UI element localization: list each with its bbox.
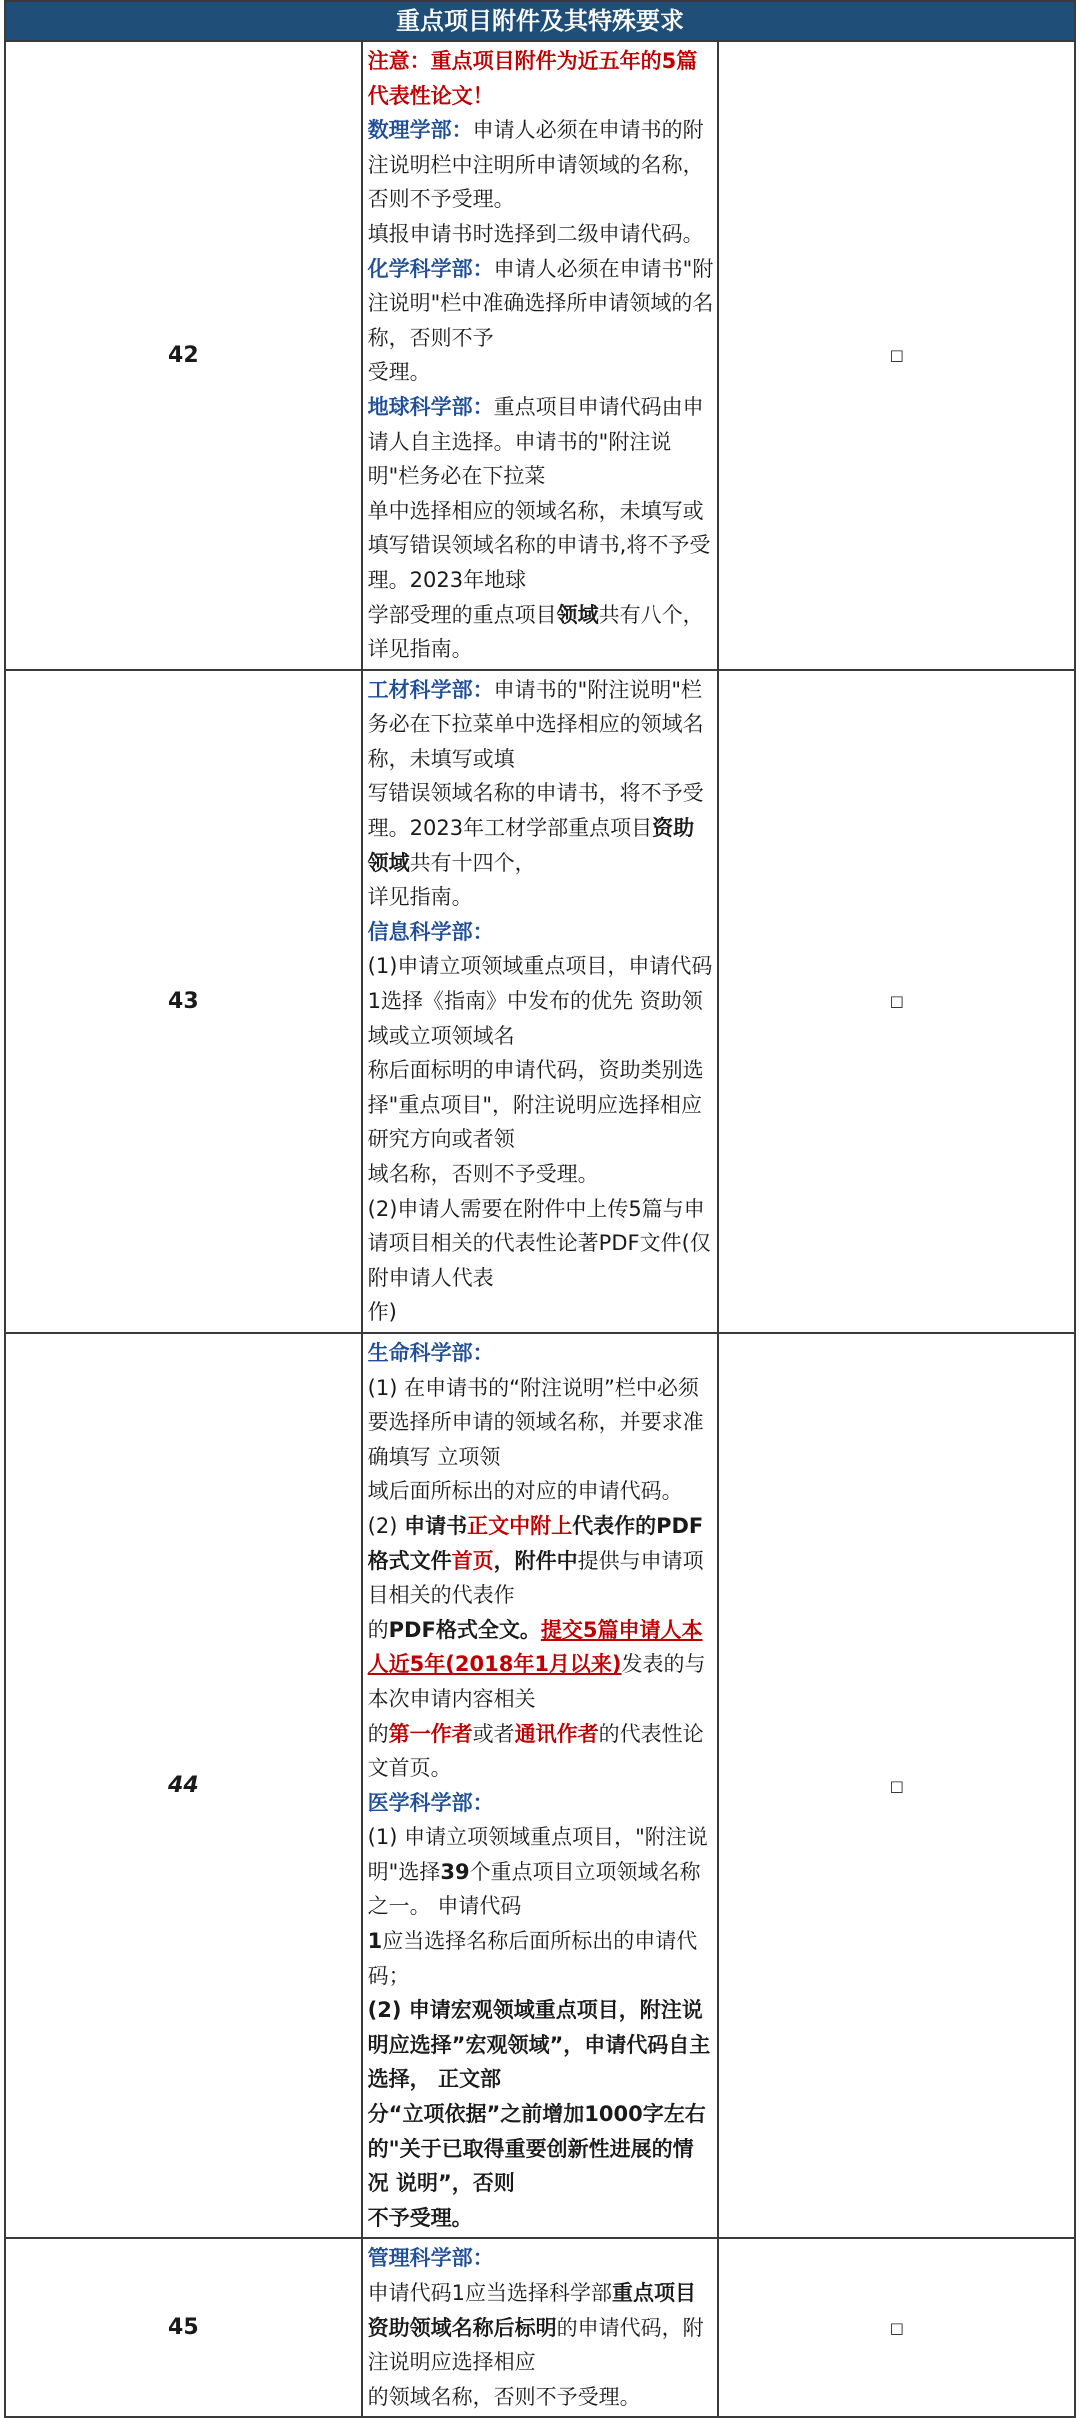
- paragraph: [368, 776, 714, 880]
- paragraph-text: (1) 在申请书的“附注说明”栏中必须要选择所申请的领域名称，并要求准确填写 立项领: [367, 1375, 704, 1469]
- paragraph-text: 重点项目申请代码由申请人自主选择。申请书的"附注说明"栏务必在下拉菜: [367, 394, 704, 489]
- paragraph: [368, 1509, 714, 1613]
- emphasis-text: 分“立项依据”之前增加1000字左右的"关于已取得重要创新性进展的情况 说明”，否则: [367, 2102, 706, 2196]
- dept-label: 数理学部：: [367, 118, 473, 143]
- emphasis-text: PDF格式全文。: [388, 1617, 541, 1642]
- dept-label: 生命科学部：: [367, 1340, 494, 1365]
- paragraph-text: 发表的与本次申请内容相关: [367, 1652, 706, 1711]
- highlight-text: 通讯作者: [514, 1721, 599, 1746]
- emphasis-text: (2) 申请宏观领域重点项目，附注说明应选择”宏观领域”，申请代码自主选择， 正文部: [367, 1998, 711, 2092]
- row-number: 43: [5, 670, 362, 1333]
- paragraph-text: 的代表性论文首页。: [367, 1721, 704, 1781]
- table-row: [5, 670, 1075, 1333]
- paragraph-text: 申请人必须在申请书"附注说明"栏中准确选择所申请领域的名称，否则不予: [367, 256, 714, 350]
- paragraph: [368, 673, 714, 777]
- paragraph-text: 的领域名称，否则不予受理。: [367, 2384, 641, 2409]
- paragraph-text: 共有十四个，: [409, 850, 536, 875]
- table-row: [5, 1333, 1075, 2238]
- paragraph: [368, 1717, 714, 1786]
- checkbox[interactable]: □: [718, 2238, 1075, 2417]
- dept-label: 医学科学部：: [367, 1790, 494, 1815]
- paragraph: [368, 252, 714, 356]
- paragraph-text: 的申请代码，附注说明应选择相应: [367, 2315, 704, 2375]
- emphasis-text: 39: [440, 1859, 470, 1884]
- paragraph-text: (2)申请人需要在附件中上传5篇与申请项目相关的代表性论著PDF文件(仅附申请人代表: [367, 1196, 711, 1290]
- paragraph-text: 的: [367, 1721, 389, 1746]
- paragraph-text: 详见指南。: [367, 885, 473, 910]
- paragraph-text: 或者: [472, 1721, 515, 1746]
- table-row: [5, 41, 1075, 670]
- dept-label: 信息科学部：: [367, 919, 494, 944]
- paragraph-text: 受理。: [367, 360, 431, 385]
- paragraph-text: 学部受理的重点项目: [367, 602, 557, 627]
- paragraph: [368, 2276, 714, 2380]
- paragraph-text: 申请人必须在申请书的附注说明栏中注明所申请领域的名称，否则不予受理。: [367, 118, 704, 212]
- emphasis-text: 代表作的PDF格式文件: [367, 1513, 704, 1573]
- paragraph-text: 个重点项目立项领域名称之一。 申请代码: [367, 1859, 701, 1919]
- paragraph-text: 填报申请书时选择到二级申请代码。: [367, 221, 704, 246]
- paragraph-text: 域名称，否则不予受理。: [367, 1162, 599, 1186]
- paragraph-text: 作): [367, 1300, 397, 1325]
- paragraph-text: (2): [367, 1513, 405, 1538]
- paragraph-text: 的: [367, 1617, 389, 1642]
- paragraph-text: (1) 申请立项领域重点项目，"附注说明"选择: [367, 1825, 708, 1884]
- row-content: [362, 1333, 719, 2238]
- paragraph: [368, 1820, 714, 1924]
- paragraph-text: 提供与申请项目相关的代表作: [367, 1548, 704, 1608]
- dept-label: 管理科学部：: [367, 2246, 494, 2271]
- paragraph-text: 申请书的"附注说明"栏务必在下拉菜单中选择相应的领域名称，未填写或填: [367, 677, 704, 771]
- paragraph-text: 称后面标明的申请代码，资助类别选择"重点项目"，附注说明应选择相应研究方向或者领: [367, 1058, 704, 1152]
- paragraph-text: 共有八个，详见指南。: [367, 602, 704, 662]
- emphasis-text: 申请书: [404, 1513, 468, 1538]
- row-content: [362, 670, 719, 1333]
- paragraph: [368, 390, 714, 494]
- emphasis-text: 资助领域: [367, 816, 695, 875]
- checkbox[interactable]: □: [718, 41, 1075, 670]
- highlight-text: 首页: [451, 1548, 494, 1573]
- notice-text: 注意：重点项目附件为近五年的5篇代表性论文！: [367, 49, 698, 108]
- highlight-text: 正文中附上: [467, 1513, 573, 1538]
- dept-label: 地球科学部：: [367, 394, 494, 419]
- checkbox[interactable]: □: [718, 670, 1075, 1333]
- highlight-text: 提交5篇申请人本人近5年(2018年1月以来): [367, 1617, 703, 1677]
- highlight-text: 第一作者: [388, 1721, 473, 1746]
- emphasis-text: 重点项目资助领域名称后标明: [367, 2281, 697, 2340]
- table-row: [5, 2238, 1075, 2417]
- dept-label: 化学科学部：: [367, 256, 494, 281]
- table-header: 重点项目附件及其特殊要求: [5, 1, 1075, 41]
- row-number: 44: [5, 1333, 362, 2238]
- paragraph: [368, 1924, 714, 1993]
- emphasis-text: ，附件中: [493, 1548, 578, 1573]
- paragraph-text: 应当选择名称后面所标出的申请代码；: [367, 1929, 698, 1988]
- paragraph-text: 单中选择相应的领域名称，未填写或填写错误领域名称的申请书,将不予受理。2023年地球: [367, 498, 711, 592]
- requirements-table: [4, 0, 1076, 2418]
- paragraph-text: 写错误领域名称的申请书，将不予受理。2023年工材学部重点项目: [367, 781, 704, 841]
- row-content: [362, 41, 719, 670]
- paragraph: [368, 1613, 714, 1717]
- emphasis-text: 不予受理。: [367, 2205, 473, 2230]
- checkbox[interactable]: □: [718, 1333, 1075, 2238]
- paragraph: [368, 113, 714, 217]
- paragraph-text: 域后面所标出的对应的申请代码。: [367, 1479, 683, 1504]
- paragraph-text: (1)申请立项领域重点项目，申请代码1选择《指南》中发布的优先 资助领域或立项领域名: [367, 954, 713, 1048]
- row-number: 45: [5, 2238, 362, 2417]
- row-number: 42: [5, 41, 362, 670]
- paragraph: [368, 598, 714, 667]
- emphasis-text: 1: [367, 1929, 383, 1954]
- emphasis-text: 领域: [556, 602, 599, 627]
- row-content: [362, 2238, 719, 2417]
- dept-label: 工材科学部：: [367, 677, 494, 702]
- paragraph-text: 申请代码1应当选择科学部: [367, 2281, 613, 2305]
